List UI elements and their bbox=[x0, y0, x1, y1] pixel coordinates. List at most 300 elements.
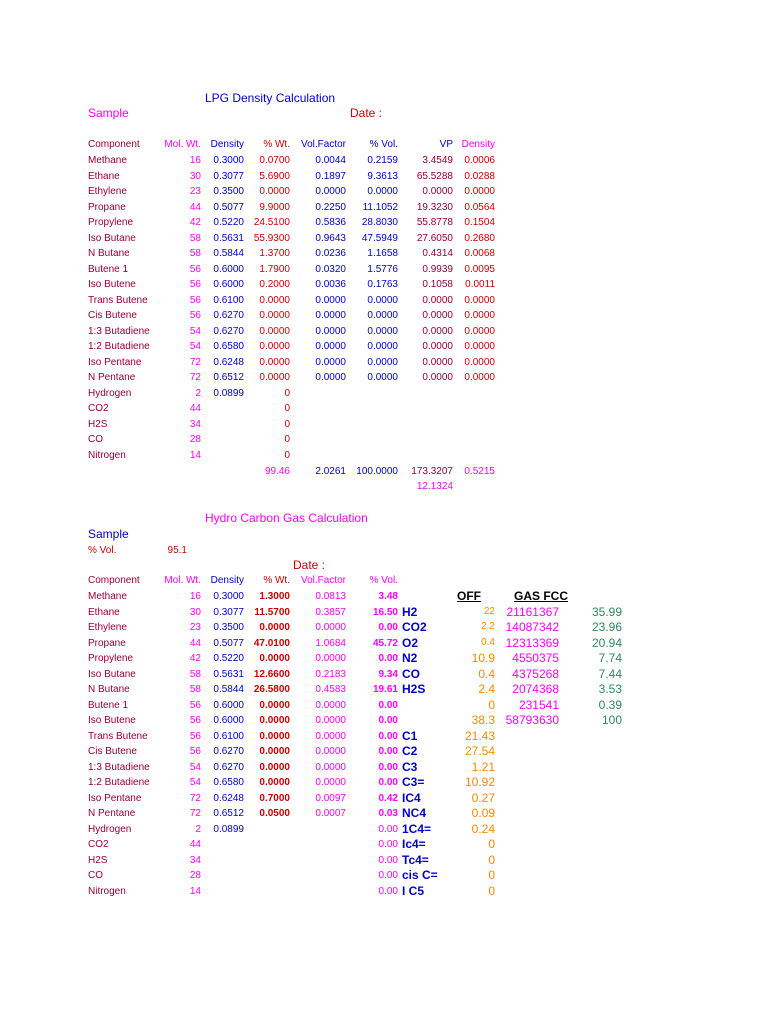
lpg-value-cell: 0.0000 bbox=[464, 326, 495, 337]
hc-component-name: Iso Pentane bbox=[88, 793, 142, 804]
lpg-value-cell: 0.3000 bbox=[213, 155, 244, 166]
lpg-value-cell: 0.0095 bbox=[464, 264, 495, 275]
lpg-value-cell: 0.0000 bbox=[367, 372, 398, 383]
hc-component-name: Nitrogen bbox=[88, 886, 126, 897]
lpg-value-cell: 0.0036 bbox=[315, 279, 346, 290]
lpg-component-name: Iso Butane bbox=[88, 233, 136, 244]
lpg-value-cell: 0 bbox=[284, 419, 290, 430]
gas-pct-value: 23.96 bbox=[591, 620, 622, 634]
lpg-component-name: N Pentane bbox=[88, 372, 136, 383]
lpg-value-cell: 0.0000 bbox=[422, 295, 453, 306]
hc-component-name: Methane bbox=[88, 591, 127, 602]
off-value: 0 bbox=[488, 853, 495, 867]
gas-label: H2S bbox=[402, 682, 426, 696]
gas-pct-value: 3.53 bbox=[598, 682, 622, 696]
lpg-header-cell: % Wt. bbox=[263, 139, 290, 150]
lpg-value-cell: 72 bbox=[189, 372, 201, 383]
gas-pct-value: 35.99 bbox=[591, 605, 622, 619]
hc-value-cell: 16.50 bbox=[372, 607, 398, 618]
hc-value-cell: 0.0000 bbox=[315, 777, 346, 788]
hc-value-cell: 44 bbox=[189, 839, 201, 850]
hc-value-cell: 0.6100 bbox=[213, 731, 244, 742]
off-value: 0 bbox=[488, 868, 495, 882]
hc-component-name: N Butane bbox=[88, 684, 130, 695]
lpg-value-cell: 0.0000 bbox=[259, 295, 290, 306]
off-value: 0 bbox=[488, 884, 495, 898]
hc-value-cell: 0.6512 bbox=[213, 808, 244, 819]
lpg-total-cell: 99.46 bbox=[264, 466, 290, 477]
lpg-value-cell: 0.6270 bbox=[213, 326, 244, 337]
lpg-total-cell: 173.3207 bbox=[411, 466, 453, 477]
lpg-total-cell: 0.5215 bbox=[464, 466, 495, 477]
lpg-value-cell: 0.2159 bbox=[367, 155, 398, 166]
lpg-component-name: Iso Butene bbox=[88, 279, 136, 290]
hc-value-cell: 1.3000 bbox=[259, 591, 290, 602]
hc-value-cell: 0.6000 bbox=[213, 715, 244, 726]
hc-value-cell: 45.72 bbox=[372, 638, 398, 649]
lpg-value-cell: 0.0000 bbox=[367, 341, 398, 352]
hc-value-cell: 0.6248 bbox=[213, 793, 244, 804]
hc-value-cell: 0.0000 bbox=[315, 653, 346, 664]
lpg-value-cell: 27.6050 bbox=[416, 233, 453, 244]
lpg-value-cell: 3.4549 bbox=[422, 155, 453, 166]
hc-component-name: Cis Butene bbox=[88, 746, 137, 757]
gas-label: C3 bbox=[402, 760, 418, 774]
hc-value-cell: 16 bbox=[189, 591, 201, 602]
lpg-value-cell: 47.5949 bbox=[361, 233, 398, 244]
off-value: 0.24 bbox=[471, 822, 495, 836]
lpg-value-cell: 16 bbox=[189, 155, 201, 166]
hc-value-cell: 0.0007 bbox=[315, 808, 346, 819]
hc-value-cell: 0.00 bbox=[378, 839, 398, 850]
lpg-value-cell: 0.4314 bbox=[422, 248, 453, 259]
lpg-component-name: Propane bbox=[88, 202, 126, 213]
lpg-component-name: Propylene bbox=[88, 217, 134, 228]
hc-value-cell: 0.00 bbox=[378, 653, 398, 664]
lpg-value-cell: 55.9300 bbox=[253, 233, 290, 244]
hc-value-cell: 12.6600 bbox=[253, 669, 290, 680]
hc-value-cell: 56 bbox=[189, 731, 201, 742]
gas-label: CO2 bbox=[402, 620, 427, 634]
hc-value-cell: 0.00 bbox=[378, 870, 398, 881]
gas-fcc-value: 4550375 bbox=[512, 651, 559, 665]
lpg-value-cell: 0 bbox=[284, 388, 290, 399]
gas-label: cis C= bbox=[402, 868, 438, 882]
lpg-value-cell: 0.0000 bbox=[464, 357, 495, 368]
lpg-value-cell: 0.5077 bbox=[213, 202, 244, 213]
gas-pct-value: 7.44 bbox=[598, 667, 622, 681]
hc-value-cell: 28 bbox=[189, 870, 201, 881]
off-value: 1.21 bbox=[471, 760, 495, 774]
lpg-value-cell: 0.0564 bbox=[464, 202, 495, 213]
lpg-value-cell: 0.0000 bbox=[422, 372, 453, 383]
lpg-value-cell: 0.5836 bbox=[315, 217, 346, 228]
gas-fcc-value: 2074368 bbox=[512, 682, 559, 696]
hc-value-cell: 0.0000 bbox=[315, 731, 346, 742]
lpg-header-cell: Component bbox=[88, 139, 140, 150]
hc-value-cell: 54 bbox=[189, 777, 201, 788]
lpg-value-cell: 56 bbox=[189, 310, 201, 321]
lpg-component-name: Cis Butene bbox=[88, 310, 137, 321]
hc-value-cell: 0.0000 bbox=[315, 715, 346, 726]
lpg-value-cell: 0.0044 bbox=[315, 155, 346, 166]
hc-value-cell: 9.34 bbox=[378, 669, 398, 680]
lpg-value-cell: 0.6248 bbox=[213, 357, 244, 368]
gas-label: C1 bbox=[402, 729, 418, 743]
lpg-value-cell: 30 bbox=[189, 171, 201, 182]
hc-value-cell: 3.48 bbox=[378, 591, 398, 602]
lpg-component-name: H2S bbox=[88, 419, 108, 430]
hc-value-cell: 0.0000 bbox=[259, 746, 290, 757]
hc-value-cell: 34 bbox=[189, 855, 201, 866]
hc-value-cell: 0.3077 bbox=[213, 607, 244, 618]
lpg-component-name: Iso Pentane bbox=[88, 357, 142, 368]
hc-value-cell: 72 bbox=[189, 808, 201, 819]
lpg-value-cell: 0.0000 bbox=[259, 310, 290, 321]
lpg-value-cell: 1.1658 bbox=[367, 248, 398, 259]
hc-value-cell: 19.61 bbox=[372, 684, 398, 695]
lpg-value-cell: 0.0000 bbox=[464, 295, 495, 306]
off-value: 2.4 bbox=[478, 682, 495, 696]
hc-component-name: Propane bbox=[88, 638, 126, 649]
hc-value-cell: 0.5844 bbox=[213, 684, 244, 695]
lpg-value-cell: 0.0068 bbox=[464, 248, 495, 259]
lpg-component-name: N Butane bbox=[88, 248, 130, 259]
lpg-value-cell: 56 bbox=[189, 264, 201, 275]
lpg-value-cell: 0.0000 bbox=[367, 326, 398, 337]
lpg-value-cell: 2 bbox=[195, 388, 201, 399]
lpg-value-cell: 0.6580 bbox=[213, 341, 244, 352]
lpg-value-cell: 44 bbox=[189, 202, 201, 213]
hc-value-cell: 0.0000 bbox=[259, 731, 290, 742]
lpg-value-cell: 0 bbox=[284, 434, 290, 445]
lpg-header-cell: Density bbox=[210, 139, 244, 150]
lpg-value-cell: 0.0700 bbox=[259, 155, 290, 166]
hc-value-cell: 0.0000 bbox=[315, 622, 346, 633]
lpg-component-name: Nitrogen bbox=[88, 450, 126, 461]
hc-value-cell: 0.00 bbox=[378, 715, 398, 726]
lpg-component-name: CO bbox=[88, 434, 103, 445]
hc-value-cell: 0.42 bbox=[378, 793, 398, 804]
lpg-value-cell: 65.5288 bbox=[416, 171, 453, 182]
lpg-value-cell: 0.0000 bbox=[259, 341, 290, 352]
lpg-value-cell: 0.0000 bbox=[422, 341, 453, 352]
gas-fcc-value: 231541 bbox=[518, 698, 559, 712]
off-header: OFF bbox=[457, 589, 481, 603]
gas-label: 1C4= bbox=[402, 822, 432, 836]
gas-fcc-header: GAS FCC bbox=[514, 589, 568, 603]
lpg-value-cell: 58 bbox=[189, 233, 201, 244]
lpg-value-cell: 0.0000 bbox=[315, 186, 346, 197]
lpg-value-cell: 0.1058 bbox=[422, 279, 453, 290]
lpg-value-cell: 34 bbox=[189, 419, 201, 430]
lpg-value-cell: 0.0000 bbox=[367, 295, 398, 306]
lpg-value-cell: 0.0000 bbox=[422, 357, 453, 368]
lpg-value-cell: 1.5776 bbox=[367, 264, 398, 275]
lpg-value-cell: 0.0006 bbox=[464, 155, 495, 166]
hc-header-cell: Component bbox=[88, 575, 140, 586]
lpg-value-cell: 0.0000 bbox=[259, 372, 290, 383]
hc-header-cell: Density bbox=[210, 575, 244, 586]
lpg-value-cell: 11.1052 bbox=[362, 202, 398, 213]
lpg-value-cell: 23 bbox=[189, 186, 201, 197]
lpg-value-cell: 0.2680 bbox=[464, 233, 495, 244]
off-value: 22 bbox=[483, 606, 495, 617]
hc-header-cell: Vol.Factor bbox=[300, 575, 346, 586]
hc-value-cell: 0.00 bbox=[378, 855, 398, 866]
off-value: 0 bbox=[488, 698, 495, 712]
hc-value-cell: 23 bbox=[189, 622, 201, 633]
gas-label: C3= bbox=[402, 775, 425, 789]
off-value: 0.09 bbox=[471, 806, 495, 820]
gas-label: CO bbox=[402, 667, 420, 681]
lpg-total-cell: 100.0000 bbox=[356, 466, 398, 477]
lpg-value-cell: 0 bbox=[284, 450, 290, 461]
lpg-value-cell: 0.0000 bbox=[259, 357, 290, 368]
lpg-component-name: 1:3 Butadiene bbox=[88, 326, 150, 337]
hc-value-cell: 56 bbox=[189, 746, 201, 757]
gas-fcc-value: 12313369 bbox=[505, 636, 559, 650]
hc-value-cell: 0.0000 bbox=[259, 762, 290, 773]
hc-value-cell: 56 bbox=[189, 700, 201, 711]
lpg-component-name: Methane bbox=[88, 155, 127, 166]
hc-value-cell: 0.00 bbox=[378, 700, 398, 711]
hc-value-cell: 58 bbox=[189, 684, 201, 695]
hc-header-cell: % Vol. bbox=[369, 575, 398, 586]
lpg-component-name: Ethane bbox=[88, 171, 120, 182]
lpg-value-cell: 0.5220 bbox=[213, 217, 244, 228]
lpg-value-cell: 0.6000 bbox=[213, 279, 244, 290]
hc-value-cell: 30 bbox=[189, 607, 201, 618]
lpg-value-cell: 0.0000 bbox=[315, 326, 346, 337]
gas-fcc-value: 4375268 bbox=[512, 667, 559, 681]
lpg-header-cell: Vol.Factor bbox=[300, 139, 346, 150]
lpg-header-cell: % Vol. bbox=[369, 139, 398, 150]
gas-fcc-value: 21161367 bbox=[506, 605, 559, 619]
hc-value-cell: 0.6270 bbox=[213, 746, 244, 757]
hc-value-cell: 0.6000 bbox=[213, 700, 244, 711]
hc-value-cell: 0.4583 bbox=[315, 684, 346, 695]
lpg-value-cell: 0.9939 bbox=[422, 264, 453, 275]
hc-value-cell: 0.00 bbox=[378, 746, 398, 757]
gas-label: N2 bbox=[402, 651, 418, 665]
lpg-value-cell: 9.9000 bbox=[259, 202, 290, 213]
hc-value-cell: 0.5077 bbox=[213, 638, 244, 649]
lpg-value-cell: 0.0000 bbox=[464, 372, 495, 383]
hc-component-name: H2S bbox=[88, 855, 108, 866]
hc-component-name: N Pentane bbox=[88, 808, 136, 819]
hc-value-cell: 0.7000 bbox=[259, 793, 290, 804]
hc-value-cell: 0.03 bbox=[378, 808, 398, 819]
lpg-value-cell: 0.0011 bbox=[465, 279, 495, 290]
hc-value-cell: 0.5220 bbox=[213, 653, 244, 664]
hc-component-name: CO2 bbox=[88, 839, 109, 850]
lpg-value-cell: 0.0000 bbox=[367, 357, 398, 368]
hc-value-cell: 0.5631 bbox=[213, 669, 244, 680]
lpg-value-cell: 54 bbox=[189, 341, 201, 352]
hc-value-cell: 26.5800 bbox=[253, 684, 290, 695]
lpg-value-cell: 0.0000 bbox=[259, 326, 290, 337]
lpg-value-cell: 1.7900 bbox=[259, 264, 290, 275]
gas-fcc-value: 58793630 bbox=[505, 713, 559, 727]
lpg-component-name: 1:2 Butadiene bbox=[88, 341, 150, 352]
lpg-value-cell: 0.1504 bbox=[464, 217, 495, 228]
lpg-component-name: CO2 bbox=[88, 403, 109, 414]
lpg-value-cell: 0.0000 bbox=[315, 357, 346, 368]
lpg-value-cell: 0.0000 bbox=[315, 295, 346, 306]
lpg-value-cell: 72 bbox=[189, 357, 201, 368]
hc-component-name: Iso Butane bbox=[88, 669, 136, 680]
lpg-value-cell: 19.3230 bbox=[416, 202, 453, 213]
hc-value-cell: 0.00 bbox=[378, 824, 398, 835]
hc-value-cell: 47.0100 bbox=[253, 638, 290, 649]
lpg-value-cell: 0.6270 bbox=[213, 310, 244, 321]
gas-label: H2 bbox=[402, 605, 418, 619]
hc-value-cell: 0.00 bbox=[378, 886, 398, 897]
off-value: 0.4 bbox=[481, 637, 495, 648]
lpg-value-cell: 56 bbox=[189, 279, 201, 290]
hc-value-cell: 42 bbox=[189, 653, 201, 664]
lpg-value-cell: 5.6900 bbox=[259, 171, 290, 182]
hc-component-name: 1:2 Butadiene bbox=[88, 777, 150, 788]
hc-value-cell: 0.0000 bbox=[259, 777, 290, 788]
lpg-value-cell: 0.2250 bbox=[315, 202, 346, 213]
hc-value-cell: 0.0000 bbox=[315, 762, 346, 773]
hc-date-label: Date : bbox=[293, 558, 326, 572]
hc-vol-label: % Vol. bbox=[88, 545, 117, 556]
lpg-value-cell: 0.0899 bbox=[213, 388, 244, 399]
off-value: 0 bbox=[488, 837, 495, 851]
hc-value-cell: 2 bbox=[195, 824, 201, 835]
off-value: 10.92 bbox=[464, 775, 495, 789]
lpg-value-cell: 0.0000 bbox=[259, 186, 290, 197]
off-value: 10.9 bbox=[471, 651, 495, 665]
lpg-value-cell: 0.0236 bbox=[315, 248, 346, 259]
lpg-value-cell: 0.9643 bbox=[315, 233, 346, 244]
hc-value-cell: 44 bbox=[189, 638, 201, 649]
lpg-value-cell: 0.0000 bbox=[422, 326, 453, 337]
hc-sample-label: Sample bbox=[88, 527, 129, 541]
gas-pct-value: 100 bbox=[601, 713, 622, 727]
lpg-value-cell: 1.3700 bbox=[259, 248, 290, 259]
lpg-value-cell: 28.8030 bbox=[361, 217, 398, 228]
gas-label: NC4 bbox=[402, 806, 427, 820]
lpg-value-cell: 0.6000 bbox=[213, 264, 244, 275]
hc-value-cell: 0.0813 bbox=[315, 591, 346, 602]
gas-label: C2 bbox=[402, 744, 418, 758]
hc-component-name: Iso Butene bbox=[88, 715, 136, 726]
hc-component-name: Butene 1 bbox=[88, 700, 129, 711]
gas-pct-value: 20.94 bbox=[591, 636, 622, 650]
off-value: 2.2 bbox=[481, 621, 495, 632]
hc-component-name: Ethylene bbox=[88, 622, 127, 633]
lpg-value-cell: 0.5631 bbox=[213, 233, 244, 244]
gas-fcc-value: 14087342 bbox=[505, 620, 559, 634]
hc-value-cell: 0.0000 bbox=[259, 653, 290, 664]
lpg-value-cell: 14 bbox=[189, 450, 201, 461]
lpg-value-cell: 44 bbox=[189, 403, 201, 414]
hc-value-cell: 0.00 bbox=[378, 777, 398, 788]
hc-value-cell: 0.0000 bbox=[259, 715, 290, 726]
lpg-value-cell: 0.0000 bbox=[464, 310, 495, 321]
lpg-value-cell: 56 bbox=[189, 295, 201, 306]
hc-value-cell: 0.0500 bbox=[259, 808, 290, 819]
gas-pct-value: 0.39 bbox=[598, 698, 622, 712]
lpg-value-cell: 0.3500 bbox=[213, 186, 244, 197]
lpg-header-cell: VP bbox=[439, 139, 453, 150]
hc-value-cell: 0.0000 bbox=[315, 746, 346, 757]
lpg-value-cell: 0.0288 bbox=[464, 171, 495, 182]
lpg-value-cell: 0.0000 bbox=[464, 186, 495, 197]
hc-component-name: Ethane bbox=[88, 607, 120, 618]
gas-label: IC4 bbox=[402, 791, 421, 805]
lpg-value-cell: 55.8778 bbox=[416, 217, 453, 228]
lpg-title: LPG Density Calculation bbox=[205, 91, 336, 105]
hc-value-cell: 72 bbox=[189, 793, 201, 804]
lpg-value-cell: 0.0000 bbox=[422, 310, 453, 321]
lpg-value-cell: 0.0000 bbox=[315, 310, 346, 321]
hc-value-cell: 54 bbox=[189, 762, 201, 773]
hc-header-cell: % Wt. bbox=[263, 575, 290, 586]
hc-value-cell: 58 bbox=[189, 669, 201, 680]
hc-value-cell: 11.5700 bbox=[254, 607, 290, 618]
hc-title: Hydro Carbon Gas Calculation bbox=[205, 511, 368, 525]
lpg-value-cell: 0.0000 bbox=[315, 341, 346, 352]
lpg-value-cell: 24.5100 bbox=[253, 217, 290, 228]
hc-value-cell: 0.6580 bbox=[213, 777, 244, 788]
off-value: 38.3 bbox=[471, 713, 495, 727]
gas-label: O2 bbox=[402, 636, 419, 650]
hc-value-cell: 0.00 bbox=[378, 622, 398, 633]
hc-component-name: CO bbox=[88, 870, 103, 881]
lpg-value-cell: 54 bbox=[189, 326, 201, 337]
off-value: 21.43 bbox=[464, 729, 495, 743]
hc-value-cell: 0.0000 bbox=[259, 700, 290, 711]
lpg-value-cell: 0.2000 bbox=[259, 279, 290, 290]
off-value: 0.4 bbox=[478, 667, 495, 681]
lpg-component-name: Trans Butene bbox=[88, 295, 148, 306]
lpg-value-cell: 0.1897 bbox=[315, 171, 346, 182]
lpg-value-cell: 0.0000 bbox=[315, 372, 346, 383]
hc-vol-value: 95.1 bbox=[167, 545, 187, 556]
off-value: 0.27 bbox=[471, 791, 495, 805]
lpg-value-cell: 0.5844 bbox=[213, 248, 244, 259]
lpg-value-cell: 0.0000 bbox=[422, 186, 453, 197]
lpg-value-cell: 9.3613 bbox=[367, 171, 398, 182]
hc-value-cell: 0.0000 bbox=[259, 622, 290, 633]
off-value: 27.54 bbox=[464, 744, 495, 758]
lpg-date-label: Date : bbox=[350, 106, 383, 120]
lpg-value-cell: 58 bbox=[189, 248, 201, 259]
hc-component-name: Hydrogen bbox=[88, 824, 132, 835]
lpg-value-cell: 0.6512 bbox=[213, 372, 244, 383]
lpg-value-cell: 0.6100 bbox=[213, 295, 244, 306]
hc-value-cell: 0.00 bbox=[378, 762, 398, 773]
hc-component-name: Trans Butene bbox=[88, 731, 148, 742]
lpg-component-name: Ethylene bbox=[88, 186, 127, 197]
hc-value-cell: 0.6270 bbox=[213, 762, 244, 773]
hc-value-cell: 0.0899 bbox=[213, 824, 244, 835]
gas-label: Tc4= bbox=[402, 853, 429, 867]
gas-label: I C5 bbox=[402, 884, 425, 898]
lpg-sample-label: Sample bbox=[88, 106, 129, 120]
hc-value-cell: 1.0684 bbox=[315, 638, 346, 649]
lpg-value-cell: 0.0000 bbox=[367, 310, 398, 321]
lpg-value-cell: 0.1763 bbox=[367, 279, 398, 290]
hc-value-cell: 0.3500 bbox=[213, 622, 244, 633]
hc-header-cell: Mol. Wt. bbox=[164, 575, 201, 586]
lpg-total-cell: 2.0261 bbox=[315, 466, 346, 477]
